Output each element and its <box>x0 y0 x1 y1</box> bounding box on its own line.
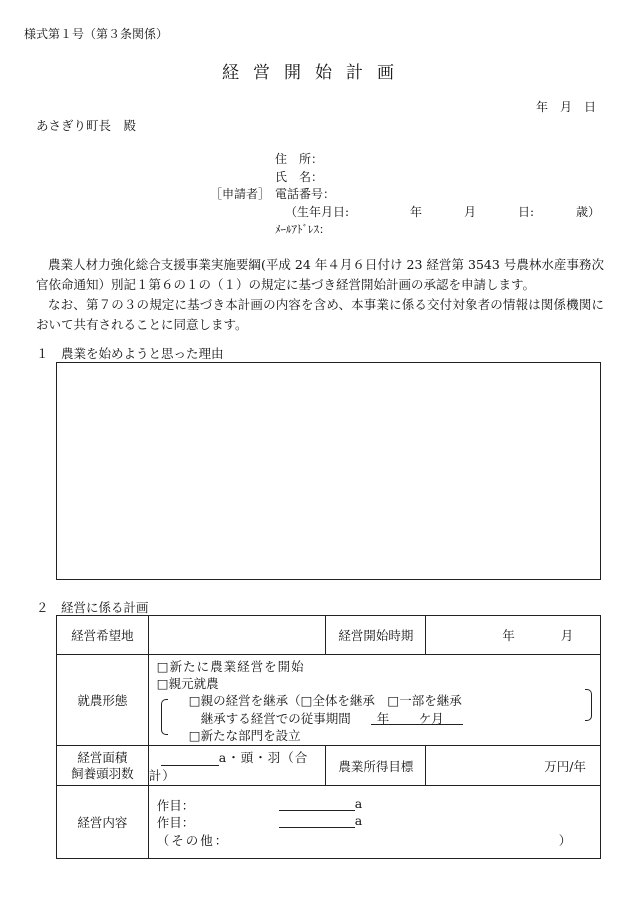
form-number: 様式第１号（第３条関係） <box>24 27 169 41</box>
area-field[interactable] <box>148 746 326 786</box>
income-unit: 万円/年 <box>544 758 586 774</box>
area-input-line[interactable] <box>161 752 219 766</box>
location-label: 経営希望地 <box>57 616 149 655</box>
crop1-area-field[interactable] <box>279 796 355 811</box>
option-inherit[interactable]: □親の経営を継承（□全体を継承 □一部を継承 <box>188 693 462 708</box>
section1-heading: １ 農業を始めようと思った理由 <box>36 346 224 361</box>
option-new-division[interactable]: □新たな部門を設立 <box>188 728 301 743</box>
birth-year-label: 年 <box>410 205 423 219</box>
inherit-period-label: 継承する経営での従事期間 <box>200 711 351 726</box>
area-label-line2: 飼養頭羽数 <box>71 765 134 781</box>
business-plan-table <box>56 615 601 859</box>
income-target-label: 農業所得目標 <box>326 746 426 786</box>
reason-textbox[interactable] <box>56 362 601 580</box>
start-time-label: 経営開始時期 <box>326 616 426 655</box>
crop1-label: 作目： <box>156 798 195 813</box>
farming-type-label: 就農形態 <box>57 655 149 746</box>
area-label-line1: 経営面積 <box>77 749 128 765</box>
birth-day-label: 日: <box>518 205 535 219</box>
name-label: 氏 名： <box>275 170 324 184</box>
area-unit: a・頭・羽（合計） <box>148 749 309 783</box>
area-label <box>57 746 149 786</box>
page-title: 経営開始計画 <box>222 63 408 83</box>
farming-type-options <box>148 655 600 746</box>
business-content-field <box>148 786 600 859</box>
crop2-label: 作目： <box>156 815 195 830</box>
left-bracket <box>161 699 168 735</box>
application-date: 年 月 日 <box>535 100 596 114</box>
other-close: ） <box>558 833 572 848</box>
location-field[interactable] <box>148 616 326 655</box>
address-label: 住 所： <box>275 152 324 166</box>
option-parent-farming[interactable]: □親元就農 <box>156 676 219 691</box>
business-content-label: 経営内容 <box>57 786 149 859</box>
option-new-farming[interactable]: □新たに農業経営を開始 <box>156 659 305 674</box>
applicant-label: ［申請者］ <box>210 187 271 201</box>
period-year-label: 年 <box>376 711 390 726</box>
income-target-field[interactable] <box>426 746 601 786</box>
application-statement: 農業人材力強化総合支援事業実施要綱(平成 24 年４月６日付け 23 経営第 3543 号農林水産事務次官依命通知）別記１第６の１の（１）の規定に基づき経営開始計画の承認を申請します。 <box>36 257 604 292</box>
inherit-period-field[interactable] <box>371 709 463 725</box>
consent-statement: なお、第７の３の規定に基づき本計画の内容を含め、本事業に係る交付対象者の情報は関係機関において共有されることに同意します。 <box>36 297 604 332</box>
period-month-label: ケ月 <box>418 711 444 726</box>
crop2-unit: a <box>354 813 363 828</box>
crop2-area-field[interactable] <box>279 813 355 828</box>
start-month-label: 月 <box>560 628 574 643</box>
other-label: （その他： <box>156 833 230 848</box>
birthdate-label: （生年月日: <box>285 205 350 219</box>
birth-month-label: 月 <box>464 205 477 219</box>
age-label: 歳） <box>576 205 601 219</box>
crop1-unit: a <box>354 796 363 811</box>
phone-label: 電話番号： <box>275 187 336 201</box>
start-time-field[interactable] <box>426 616 601 655</box>
section2-heading: ２ 経営に係る計画 <box>36 600 149 615</box>
right-bracket <box>585 689 592 721</box>
start-year-label: 年 <box>502 628 515 643</box>
addressee: あさぎり町長 殿 <box>36 118 137 133</box>
email-label: ﾒｰﾙｱﾄﾞﾚｽ： <box>275 223 330 236</box>
